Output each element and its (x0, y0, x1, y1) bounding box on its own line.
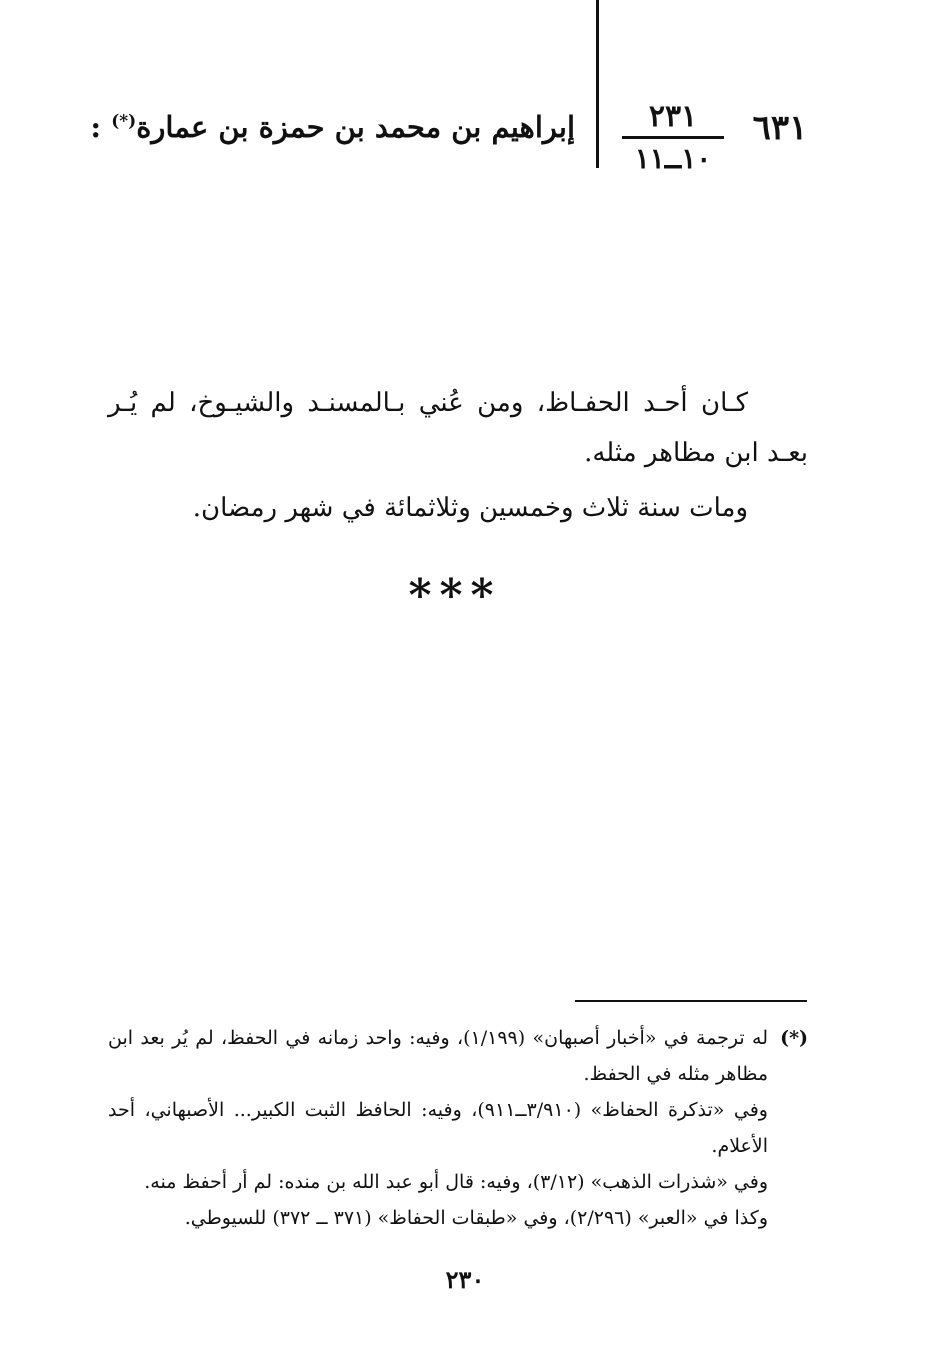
title-suffix: : (90, 110, 112, 144)
reference-denominator: ١٠ــ١١ (634, 142, 712, 175)
section-separator: *** (408, 570, 502, 621)
page-number: ٢٣٠ (445, 1265, 485, 1294)
footnotes (108, 1020, 808, 1236)
entry-title (90, 110, 575, 144)
footnote-marker: (*) (780, 1027, 808, 1049)
fraction-bar (622, 136, 724, 139)
entry-page-reference (618, 100, 728, 175)
footnote-entry (108, 1020, 808, 1236)
biography-paragraph-1: كـان أحـد الحفـاظ، ومن عُني بـالمسنـد والشيـوخ، لم يُـر بعـد ابن مظاهر مثله. (108, 388, 808, 468)
entry-title-text: إبراهيم بن محمد بن حمزة بن عمارة (136, 110, 575, 144)
footnote-line: وكذا في «العبر» (٢/٢٩٦)، وفي «طبقات الحفاظ» (٣٧١ ــ ٣٧٢) للسيوطي. (184, 1207, 768, 1229)
entry-number: ٦٣١ (752, 108, 808, 148)
reference-numerator: ٢٣١ (648, 99, 698, 134)
biography-paragraph-2: ومات سنة ثلاث وخمسين وثلاثمائة في شهر رمضان. (192, 493, 748, 523)
footnote-line: وفي «تذكرة الحفاظ» (٣/٩١٠ــ٩١١)، وفيه: الحافظ الثبت الكبير... الأصبهاني، أحد الأعلام. (108, 1099, 768, 1157)
footnote-line: وفي «شذرات الذهب» (٣/١٢)، وفيه: قال أبو عبد الله بن منده: لم أر أحفظ منه. (144, 1171, 768, 1193)
footnote-rule (575, 1000, 807, 1002)
header-vertical-rule (596, 0, 599, 168)
footnote-line: له ترجمة في «أخبار أصبهان» (١/١٩٩)، وفيه: واحد زمانه في الحفظ، لم يُر بعد ابن مظاهر مثله في الحفظ. (108, 1027, 768, 1085)
title-footnote-marker[interactable]: (*) (111, 111, 137, 132)
